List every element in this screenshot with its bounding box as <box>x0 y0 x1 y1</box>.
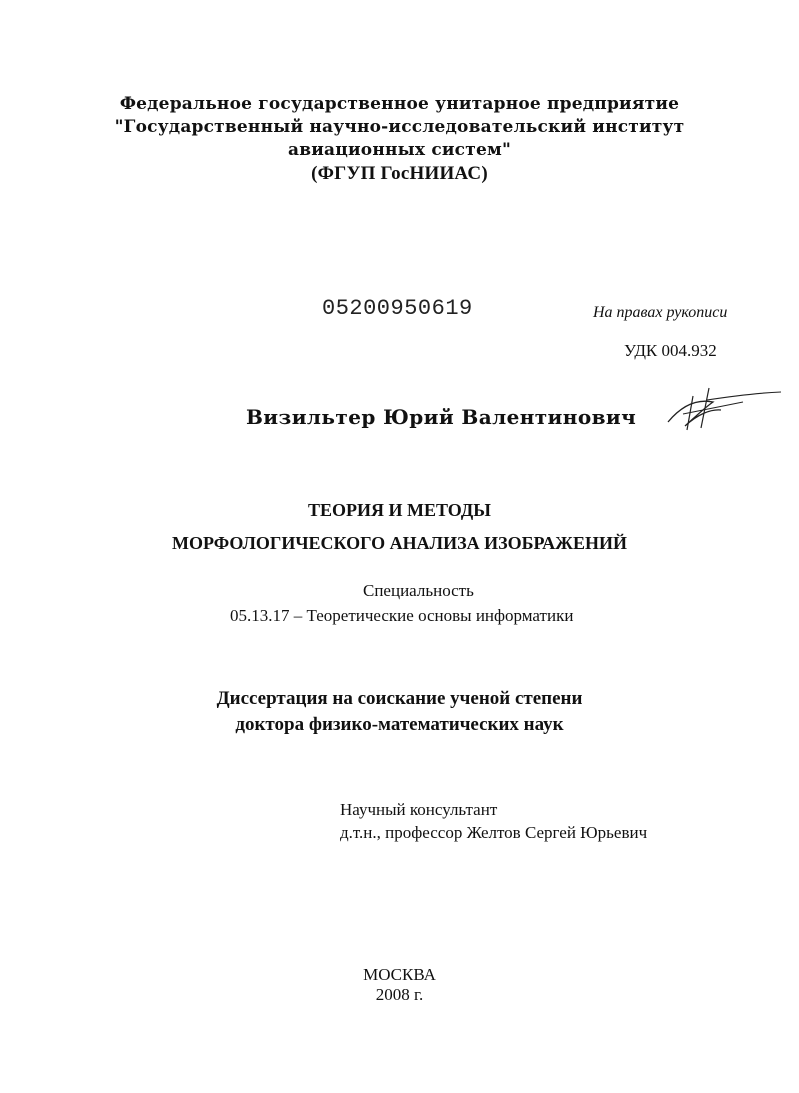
udk-code: УДК 004.932 <box>624 341 717 360</box>
specialty-value: 05.13.17 – Теоретические основы информатики <box>230 606 574 625</box>
consultant-name: д.т.н., профессор Желтов Сергей Юрьевич <box>340 823 648 842</box>
title-line-2: МОРФОЛОГИЧЕСКОГО АНАЛИЗА ИЗОБРАЖЕНИЙ <box>172 533 627 553</box>
specialty-label: Специальность <box>363 581 474 600</box>
organization-line-3: авиационных систем" <box>287 140 512 160</box>
organization-abbreviation: (ФГУП ГосНИИАС) <box>311 163 488 184</box>
city: МОСКВА <box>363 965 436 984</box>
manuscript-rights-note: На правах рукописи <box>593 304 728 321</box>
degree-block <box>0 686 799 738</box>
library-code-stamp: 05200950619 <box>322 296 473 321</box>
signature-icon <box>663 384 783 434</box>
degree-line-2: доктора физико-математических наук <box>235 714 564 735</box>
consultant-label: Научный консультант <box>340 800 498 819</box>
specialty-block <box>0 578 799 628</box>
organization-block <box>0 93 799 185</box>
organization-line-1: Федеральное государственное унитарное предприятие <box>119 94 680 114</box>
degree-line-1: Диссертация на соискание ученой степени <box>216 688 583 709</box>
organization-line-2: "Государственный научно-исследовательский институт <box>114 117 685 137</box>
dissertation-title <box>0 494 799 560</box>
title-line-1: ТЕОРИЯ И МЕТОДЫ <box>308 500 491 520</box>
year: 2008 г. <box>375 985 424 1004</box>
author-name: Визильтер Юрий Валентинович <box>246 405 637 429</box>
place-and-year <box>0 965 799 1005</box>
consultant-block <box>340 798 647 844</box>
